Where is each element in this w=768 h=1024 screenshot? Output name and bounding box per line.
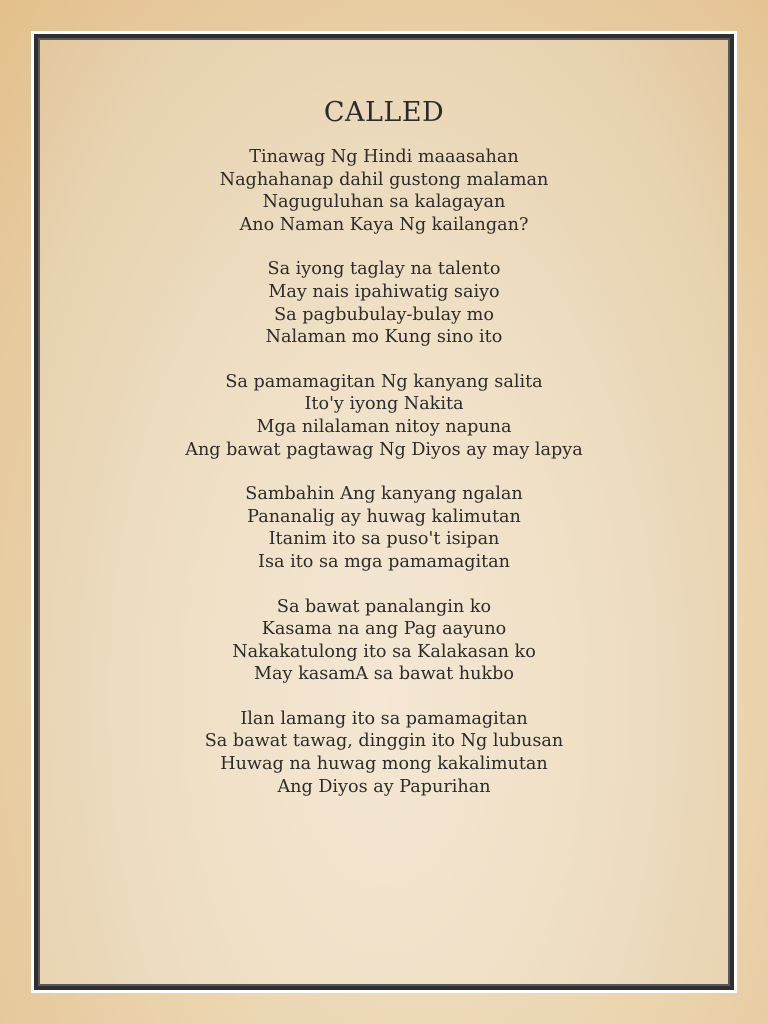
poem-line: Ito'y iyong Nakita <box>304 394 464 415</box>
poem-line: May kasamA sa bawat hukbo <box>254 664 514 685</box>
poem-line: Ang Diyos ay Papurihan <box>277 776 491 797</box>
poem-line: Pananalig ay huwag kalimutan <box>247 506 521 527</box>
parchment-page <box>38 38 730 986</box>
poem-line: Nakakatulong ito sa Kalakasan ko <box>232 641 536 662</box>
poem-line: Isa ito sa mga pamamagitan <box>258 551 510 572</box>
page-frame <box>31 31 737 993</box>
poem-line: Ano Naman Kaya Ng kailangan? <box>239 214 529 235</box>
poem-line: Huwag na huwag mong kakalimutan <box>220 754 548 775</box>
poem-line: Sa bawat panalangin ko <box>276 596 492 617</box>
poem-line: Sa pagbubulay-bulay mo <box>274 304 494 325</box>
poem-line: Sa pamamagitan Ng kanyang salita <box>225 371 543 392</box>
poem-line: Mga nilalaman nitoy napuna <box>256 416 512 437</box>
poem <box>40 96 728 820</box>
poem-title: CALLED <box>323 97 445 128</box>
stanza-3 <box>40 371 728 461</box>
stanza-4 <box>40 483 728 573</box>
poem-line: May nais ipahiwatig saiyo <box>268 281 500 302</box>
poem-line: Itanim ito sa puso't isipan <box>268 529 500 550</box>
poem-line: Ilan lamang ito sa pamamagitan <box>240 708 528 729</box>
poem-line: Kasama na ang Pag aayuno <box>261 619 507 640</box>
poem-line: Sambahin Ang kanyang ngalan <box>245 484 523 505</box>
poem-line: Tinawag Ng Hindi maaasahan <box>249 147 519 167</box>
stanza-2 <box>40 258 728 348</box>
stanza-1 <box>40 146 728 236</box>
poem-line: Naguguluhan sa kalagayan <box>262 192 506 213</box>
poem-line: Nalaman mo Kung sino ito <box>265 327 503 348</box>
poem-line: Sa bawat tawag, dinggin ito Ng lubusan <box>204 731 564 752</box>
poem-line: Ang bawat pagtawag Ng Diyos ay may lapya <box>185 439 583 460</box>
stanza-6 <box>40 708 728 798</box>
poem-line: Sa iyong taglay na talento <box>267 259 501 280</box>
poem-line: Naghahanap dahil gustong malaman <box>219 169 549 190</box>
stanza-5 <box>40 596 728 686</box>
